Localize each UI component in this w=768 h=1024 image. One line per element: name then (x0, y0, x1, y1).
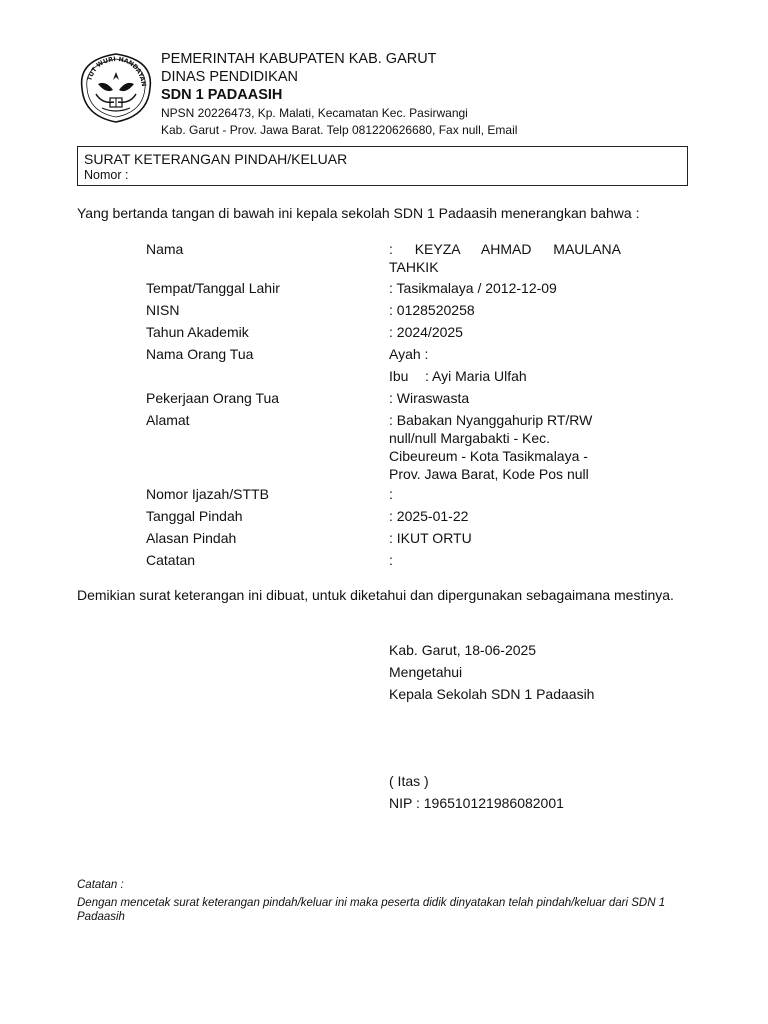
field-label-tgl-pindah: Tanggal Pindah (146, 508, 243, 524)
logo-motto: TUT WURI HANDAYAN (86, 56, 148, 88)
signature-place-date: Kab. Garut, 18-06-2025 (389, 642, 537, 658)
intro-text: Yang bertanda tangan di bawah ini kepala sekolah SDN 1 Padaasih menerangkan bahwa : (77, 205, 640, 221)
signature-name: ( Itas ) (389, 773, 429, 789)
tut-wuri-handayani-logo (76, 50, 156, 126)
letter-title-box (77, 146, 688, 186)
signature-nip: NIP : 196510121986082001 (389, 795, 564, 811)
field-value-ttl: : Tasikmalaya / 2012-12-09 (389, 280, 557, 296)
alamat-line: null/null Margabakti - Kec. (389, 430, 551, 446)
field-label-alasan: Alasan Pindah (146, 530, 237, 546)
field-value-nama: : KEYZA AHMAD MAULANA (389, 241, 621, 257)
field-label-nisn: NISN (146, 302, 180, 318)
letter-number: Nomor : (84, 168, 129, 182)
footnote-text: Dengan mencetak surat keterangan pindah/keluar ini maka peserta didik dinyatakan telah pindah/keluar dari SDN 1 Padaasih (77, 897, 666, 923)
field-label-ibu: Ibu (389, 368, 409, 384)
field-value-nama-cont: TAHKIK (389, 259, 439, 275)
field-value-ijazah: : (389, 486, 393, 502)
field-label-ttl: Tempat/Tanggal Lahir (146, 280, 280, 296)
field-label-nama: Nama (146, 241, 184, 257)
department-name: DINAS PENDIDIKAN (161, 69, 298, 85)
letter-title: SURAT KETERANGAN PINDAH/KELUAR (84, 151, 348, 167)
footnote-label: Catatan : (77, 879, 124, 891)
field-value-tgl-pindah: : 2025-01-22 (389, 508, 469, 524)
government-name: PEMERINTAH KABUPATEN KAB. GARUT (161, 51, 437, 67)
field-value-tahun: : 2024/2025 (389, 324, 463, 340)
letterhead (161, 50, 721, 139)
field-label-ijazah: Nomor Ijazah/STTB (146, 486, 269, 502)
signature-mengetahui: Mengetahui (389, 664, 463, 680)
school-contact: Kab. Garut - Prov. Jawa Barat. Telp 081220626680, Fax null, Email (161, 123, 518, 137)
alamat-line: : Babakan Nyanggahurip RT/RW (389, 412, 593, 428)
field-label-pekerjaan: Pekerjaan Orang Tua (146, 390, 280, 406)
field-label-tahun: Tahun Akademik (146, 324, 249, 340)
field-label-ortu: Nama Orang Tua (146, 346, 254, 362)
field-value-alasan: : IKUT ORTU (389, 530, 472, 546)
closing-text: Demikian surat keterangan ini dibuat, untuk diketahui dan dipergunakan sebagaimana mestinya. (77, 587, 674, 603)
signature-position: Kepala Sekolah SDN 1 Padaasih (389, 686, 595, 702)
field-value-alamat (389, 411, 621, 483)
field-label-alamat: Alamat (146, 412, 190, 428)
alamat-line: Cibeureum - Kota Tasikmalaya - (389, 448, 588, 464)
alamat-line: Prov. Jawa Barat, Kode Pos null (389, 466, 589, 482)
school-address: NPSN 20226473, Kp. Malati, Kecamatan Kec. Pasirwangi (161, 106, 468, 120)
field-value-catatan: : (389, 552, 393, 568)
field-value-ayah: Ayah : (389, 346, 429, 362)
field-value-pekerjaan: : Wiraswasta (389, 390, 470, 406)
field-label-catatan: Catatan (146, 552, 196, 568)
field-value-nisn: : 0128520258 (389, 302, 475, 318)
school-name: SDN 1 PADAASIH (161, 87, 283, 103)
field-value-ibu: : Ayi Maria Ulfah (425, 368, 527, 384)
